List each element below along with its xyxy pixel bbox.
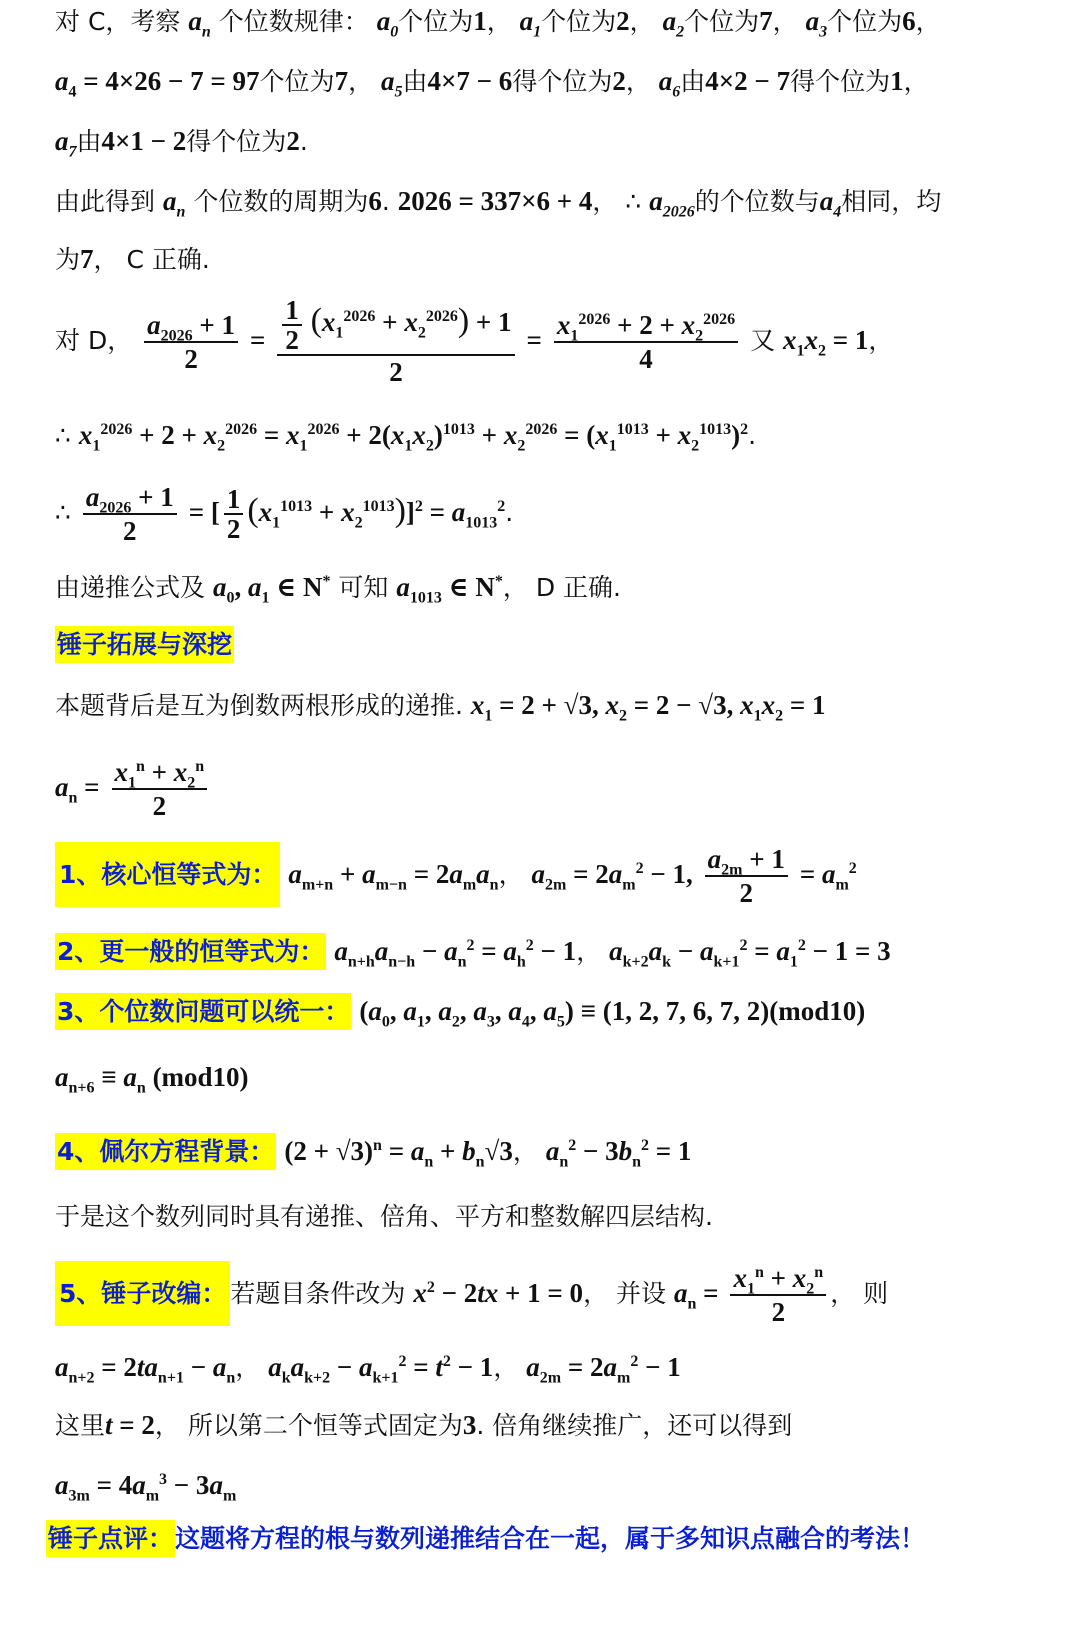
line-pell: 4、佩尔方程背景： $(2 + √3)^n = a_n + b_n√3$， $a_n^2 - 3b_n^2 = 1$ (55, 1134, 691, 1169)
line-a3m: $a_{3m} = 4a_m^3 - 3a_m$ (55, 1470, 237, 1505)
text: 相同，均 (841, 187, 942, 216)
line-recursion: $a_{n+2} = 2ta_{n+1} - a_n$， $a_ka_{k+2} - a_{k+1}^2 = t^2 - 1$， $a_{2m} = 2a_m^2 - 1$ (55, 1352, 681, 1387)
highlight-heading: 5、锤子改编： (55, 1261, 230, 1326)
review-text: 这题将方程的根与数列递推结合在一起，属于多知识点融合的考法！ (175, 1524, 926, 1553)
line-here-t: 这里t = 2， 所以第二个恒等式固定为3. 倍角继续推广，还可以得到 (55, 1410, 793, 1440)
fraction: $\frac{x_1^n + x_2^n}{2}$ (112, 756, 208, 822)
text: 个位数规律： (218, 7, 369, 36)
text: 得个位为 (512, 67, 613, 96)
line-d-fraction: 对 D， $\frac{a_{2026} + 1}{2}$ = $\frac{1}{2}$ $(x_1^{2026} + x_2^{2026}) + 1$ 2 = $\frac{x_1^{2026} + 2 + x_2^{2026}}{4}$ 又 $x_1x_2 = 1$， (55, 295, 894, 387)
fraction: $\frac{a_{2m} + 1}{2}$ (705, 843, 788, 909)
text: 得个位为 (186, 127, 287, 156)
text: 可知 (338, 573, 389, 602)
text: 于是这个数列同时具有递推、倍角、平方和整数解四层结构. (55, 1202, 713, 1231)
highlight-heading: 3、个位数问题可以统一： (55, 993, 351, 1030)
fraction: $\frac{a_{2026} + 1}{2}$ (144, 309, 238, 375)
text: 并设 (616, 1279, 667, 1308)
text: 则 (863, 1279, 889, 1308)
text: 个位数的周期为 (193, 187, 369, 216)
line-identity-1: 1、核心恒等式为： $a_{m+n} + a_{m-n} = 2a_ma_n$， $a_{2m} = 2a_m^2 - 1$, $\frac{a_{2m} + 1}{2}$ = $a_m^2$ (55, 842, 857, 909)
text: 对 D， (55, 326, 133, 355)
text: 个位为 (259, 67, 335, 96)
line-period: 由此得到 $a_n$ 个位数的周期为6. 2026 = 337×6 + 4， ∴ $a_{2026}$的个位数与$a_4$相同，均 (55, 186, 942, 221)
text: 个位为 (541, 7, 617, 36)
line-therefore-1: ∴ $x_1^{2026} + 2 + x_2^{2026} = x_1^{2026} + 2(x_1x_2)^{1013} + x_2^{2026} = (x_1^{1013} + x_2^{1013})^2$. (55, 420, 757, 455)
fraction: $\frac{x_1^{2026} + 2 + x_2^{2026}}{4}$ (554, 309, 738, 375)
text: C 正确. (126, 245, 210, 274)
line-identity-2: 2、更一般的恒等式为： $a_{n+h}a_{n-h} - a_n^2 = a_h^2 - 1$， $a_{k+2}a_k - a_{k+1}^2 = a_1^2 - 1 = 3$ (55, 934, 891, 969)
text: 本题背后是互为倒数两根形成的递推. (55, 691, 463, 720)
line-four-layers (55, 1200, 713, 1234)
highlight-heading: 1、核心恒等式为： (55, 842, 280, 907)
text: 由 (680, 67, 706, 96)
line-review (46, 1522, 925, 1556)
text: 所以第二个恒等式固定为 (187, 1411, 463, 1440)
text: 个位为 (398, 7, 474, 36)
text: 的个位数与 (694, 187, 820, 216)
fraction: $\frac{x_1^n + x_2^n}{2}$ (730, 1262, 826, 1328)
line-a4-a6: $a_4 = 4\times 26 - 7 = 97$个位为7， $a_5$由4×7 − 6得个位为2， $a_6$由4×2 − 7得个位为1， (55, 66, 929, 101)
text: 个位为 (827, 7, 903, 36)
fraction: $\frac{1}{2}$ (224, 485, 244, 543)
section-heading (55, 628, 234, 662)
text: 又 (750, 326, 776, 355)
line-c-intro: 对 C，考察 $a_n$ 个位数规律： $a_0$个位为1， $a_1$个位为2， $a_2$个位为7， $a_3$个位为6， (55, 6, 941, 41)
line-an-formula: $a_n$ = $\frac{x_1^n + x_2^n}{2}$ (55, 752, 211, 823)
text: D 正确. (535, 573, 621, 602)
text: 若题目条件改为 (230, 1279, 406, 1308)
line-adaptation: 5、锤子改编： 若题目条件改为 $x^2 - 2tx + 1 = 0$， 并设 $a_n$ = $\frac{x_1^n + x_2^n}{2}$ ， 则 (55, 1258, 888, 1329)
line-a7: $a_7$由4×1 − 2得个位为2. (55, 126, 308, 161)
line-d-correct: 由递推公式及 $a_0$, $a_1$ ∈ N* 可知 $a_{1013}$ ∈ N*， D 正确. (55, 572, 621, 607)
text: 由此得到 (55, 187, 156, 216)
line-behind: 本题背后是互为倒数两根形成的递推. $x_1 = 2 + √3$, $x_2 = 2 - √3$, $x_1x_2 = 1$ (55, 690, 826, 725)
text: 由 (76, 127, 102, 156)
fraction: $\frac{1}{2}$ $(x_1^{2026} + x_2^{2026}) + 1$ 2 (277, 296, 514, 388)
line-c-correct: 为7， C 正确. (55, 244, 210, 274)
line-therefore-2: ∴ $\frac{a_{2026} + 1}{2}$ = [ $\frac{1}{2}$ $(x_1^{1013} + x_2^{1013})]^2 = a_{1013}^2$. (55, 482, 514, 546)
highlight-heading: 2、更一般的恒等式为： (55, 933, 326, 970)
text: 对 C，考察 (55, 7, 181, 36)
text: 为 (55, 245, 81, 274)
text: 由递推公式及 (55, 573, 206, 602)
text: 由 (402, 67, 428, 96)
text: 倍角继续推广，还可以得到 (492, 1411, 793, 1440)
text: 这里 (55, 1411, 106, 1440)
line-identity-3: 3、个位数问题可以统一： ($a_0$, $a_1$, $a_2$, $a_3$, $a_4$, $a_5) \equiv (1$, 2, 7, 6, 7, 2)(mod10) (55, 994, 865, 1029)
text: 得个位为 (790, 67, 891, 96)
highlight-heading: 锤子点评： (46, 1520, 175, 1557)
fraction: $\frac{a_{2026} + 1}{2}$ (83, 481, 177, 547)
highlight-heading: 4、佩尔方程背景： (55, 1133, 276, 1170)
line-mod: $a_{n+6} \equiv a_n$ (mod10) (55, 1062, 249, 1097)
text: 个位为 (684, 7, 760, 36)
highlight-heading: 锤子拓展与深挖 (55, 626, 234, 663)
